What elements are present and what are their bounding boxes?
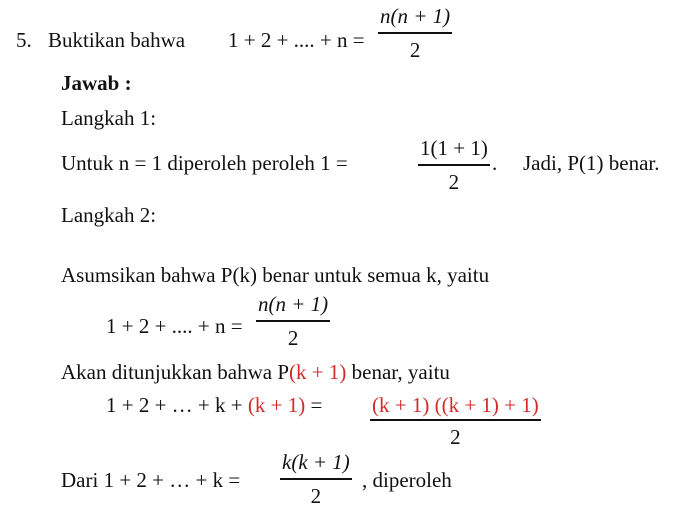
step1-denominator: 2 [448, 169, 460, 194]
assumption-numerator: n(n + 1) [258, 292, 329, 316]
target-numerator: (k + 1) ((k + 1) + 1) [372, 393, 539, 417]
problem-lhs: 1 + 2 + .... + n = [228, 28, 365, 52]
step2-title: Langkah 2: [61, 203, 157, 227]
from-denominator: 2 [310, 483, 322, 508]
from-text: Dari 1 + 2 + … + k = [61, 468, 241, 492]
problem-denominator: 2 [409, 37, 421, 62]
eq-red: (k + 1) [247, 393, 306, 417]
target-fraction [370, 395, 541, 448]
step2-assumption: Asumsikan bahwa P(k) benar untuk semua k, yaitu [61, 263, 490, 287]
step1-title: Langkah 1: [61, 106, 157, 130]
assumption-lhs: 1 + 2 + .... + n = [106, 314, 243, 338]
show-before: Akan ditunjukkan bahwa P [61, 360, 290, 384]
step1-text: Untuk n = 1 diperoleh peroleh 1 = [61, 151, 348, 175]
eq-black: 1 + 2 + … + k + [106, 393, 248, 417]
step1-numerator: 1(1 + 1) [420, 136, 488, 160]
target-denominator: 2 [450, 424, 461, 449]
problem-numerator: n(n + 1) [380, 4, 451, 28]
assumption-fraction [256, 294, 330, 349]
problem-number: 5. [16, 28, 32, 52]
eq-equals: = [305, 393, 323, 417]
step1-period: . [492, 151, 498, 175]
step1-fraction [418, 138, 490, 193]
problem-fraction [378, 6, 452, 61]
step1-conclusion: Jadi, P(1) benar. [523, 151, 660, 175]
show-statement [61, 362, 450, 383]
target-equation [106, 395, 322, 416]
show-after: benar, yaitu [346, 360, 450, 384]
from-after: , diperoleh [362, 468, 452, 492]
from-fraction [280, 452, 352, 507]
problem-text: Buktikan bahwa [48, 28, 186, 52]
answer-label: Jawab : [61, 71, 132, 95]
assumption-denominator: 2 [287, 325, 299, 350]
from-numerator: k(k + 1) [282, 450, 350, 474]
show-red: (k + 1) [289, 360, 347, 384]
